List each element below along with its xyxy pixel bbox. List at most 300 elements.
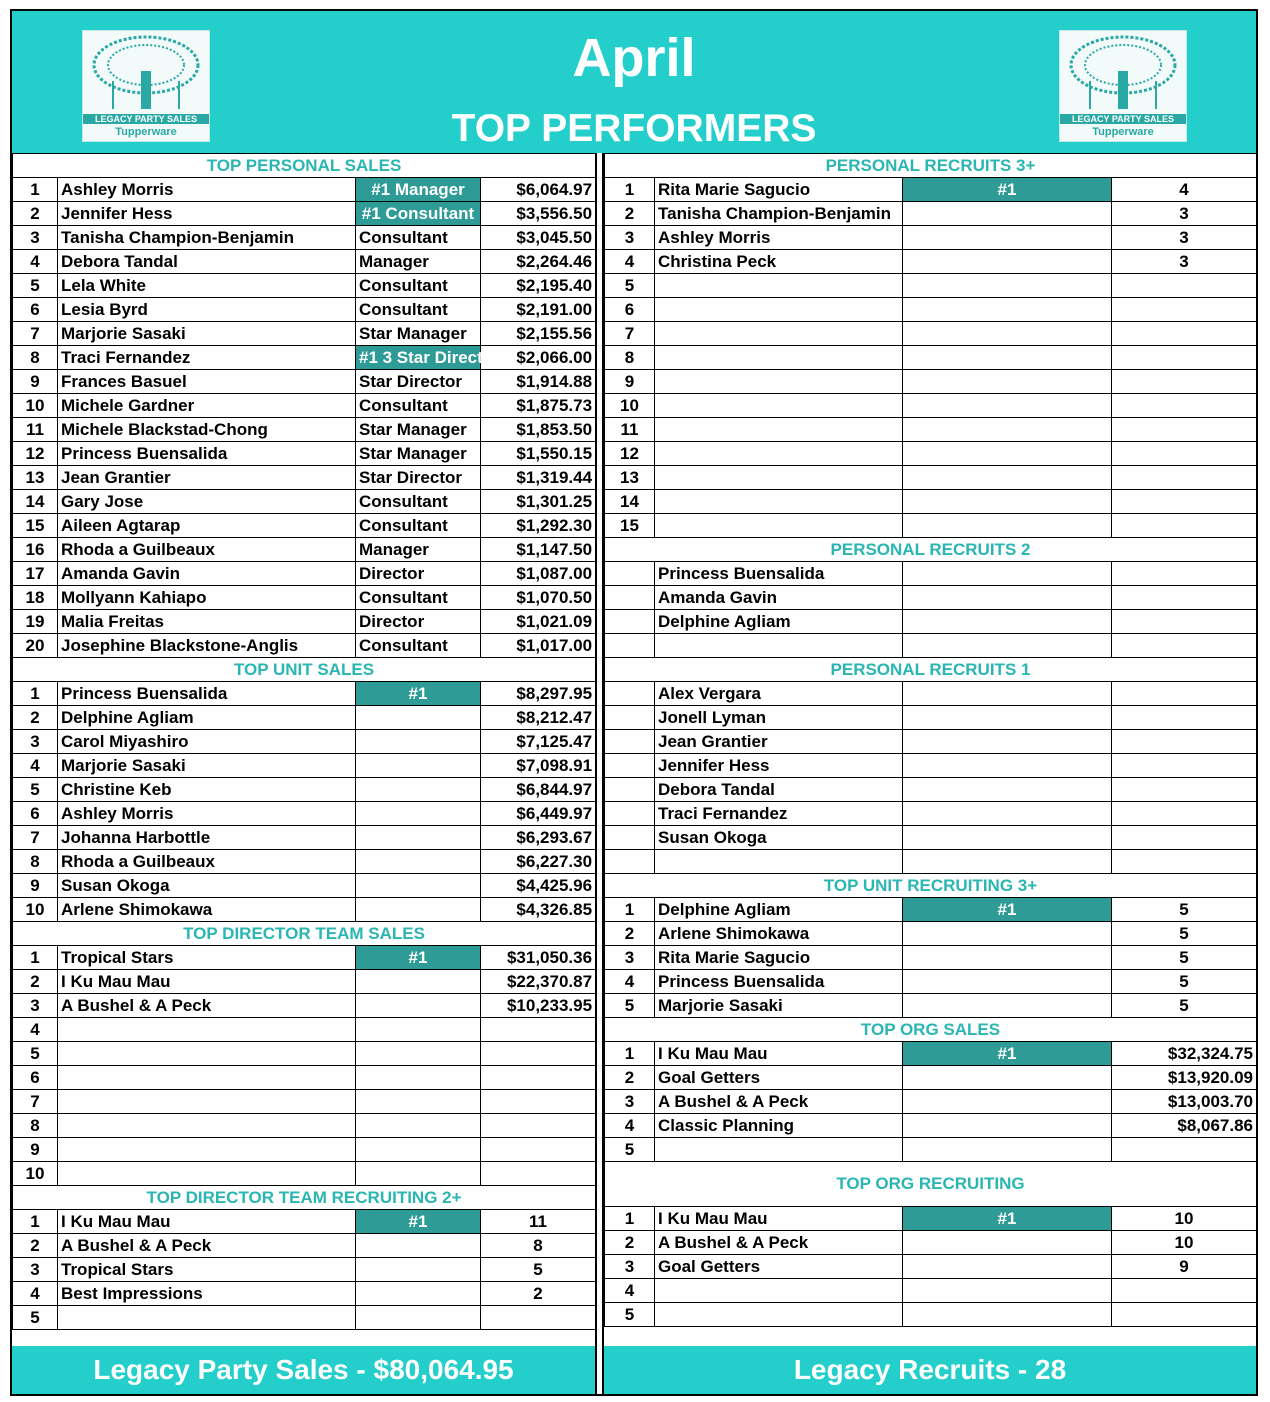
- unit-recruiting-count: 5: [1112, 946, 1257, 970]
- director-team-recruiting-row: [13, 1210, 596, 1234]
- top-director-team-sales-header-row: [13, 922, 596, 946]
- director-team-sales-name: [58, 1114, 356, 1138]
- director-team-sales-row: [13, 1066, 596, 1090]
- director-team-recruiting-name: A Bushel & A Peck: [58, 1234, 356, 1258]
- recruits-3-rank: 14: [605, 490, 655, 514]
- personal-sales-name: Debora Tandal: [58, 250, 356, 274]
- org-sales-row: [605, 1042, 1257, 1066]
- recruits-2-name: Princess Buensalida: [655, 562, 903, 586]
- unit-sales-badge: [356, 898, 481, 922]
- unit-sales-rank: 1: [13, 682, 58, 706]
- org-recruiting-row: [605, 1303, 1257, 1327]
- personal-sales-row: [13, 346, 596, 370]
- recruits-3-rank: 4: [605, 250, 655, 274]
- director-team-sales-row: [13, 1162, 596, 1186]
- director-team-sales-row: [13, 1138, 596, 1162]
- recruits-1-name: [655, 850, 903, 874]
- unit-sales-rank: 10: [13, 898, 58, 922]
- personal-sales-rank: 4: [13, 250, 58, 274]
- unit-recruiting-badge: #1: [903, 898, 1112, 922]
- page-title: TOP PERFORMERS: [451, 107, 817, 150]
- personal-sales-level: #1 3 Star Director: [356, 346, 481, 370]
- unit-sales-badge: [356, 706, 481, 730]
- director-team-sales-amount: [481, 1138, 596, 1162]
- director-team-sales-name: Tropical Stars: [58, 946, 356, 970]
- personal-recruits-3-title: PERSONAL RECRUITS 3+: [605, 154, 1257, 178]
- director-team-sales-rank: 7: [13, 1090, 58, 1114]
- org-sales-rank: 3: [605, 1090, 655, 1114]
- personal-sales-amount: $1,147.50: [481, 538, 596, 562]
- personal-sales-rank: 5: [13, 274, 58, 298]
- recruits-3-name: Christina Peck: [655, 250, 903, 274]
- personal-sales-level: Star Manager: [356, 418, 481, 442]
- recruits-1-badge: [903, 754, 1112, 778]
- unit-sales-amount: $6,449.97: [481, 802, 596, 826]
- unit-sales-badge: [356, 850, 481, 874]
- recruits-1-row: [605, 706, 1257, 730]
- director-team-recruiting-badge: [356, 1258, 481, 1282]
- personal-sales-rank: 19: [13, 610, 58, 634]
- unit-sales-amount: $6,844.97: [481, 778, 596, 802]
- recruits-2-badge: [903, 610, 1112, 634]
- recruits-3-name: [655, 442, 903, 466]
- recruits-3-count: [1112, 394, 1257, 418]
- org-sales-name: [655, 1138, 903, 1162]
- recruits-3-badge: [903, 322, 1112, 346]
- director-team-recruiting-count: 2: [481, 1282, 596, 1306]
- unit-sales-rank: 6: [13, 802, 58, 826]
- unit-sales-row: [13, 730, 596, 754]
- personal-sales-level: Manager: [356, 250, 481, 274]
- recruits-3-name: [655, 514, 903, 538]
- unit-sales-amount: $4,425.96: [481, 874, 596, 898]
- recruits-3-badge: [903, 250, 1112, 274]
- recruits-3-name: [655, 346, 903, 370]
- recruits-3-count: 3: [1112, 226, 1257, 250]
- recruits-3-row: [605, 322, 1257, 346]
- org-sales-amount: $13,003.70: [1112, 1090, 1257, 1114]
- recruits-1-badge: [903, 778, 1112, 802]
- director-team-recruiting-row: [13, 1234, 596, 1258]
- director-team-sales-rank: 3: [13, 994, 58, 1018]
- unit-sales-name: Susan Okoga: [58, 874, 356, 898]
- recruits-1-badge: [903, 730, 1112, 754]
- director-team-sales-name: [58, 1090, 356, 1114]
- logo-text-1: LEGACY PARTY SALES: [1060, 114, 1186, 124]
- unit-recruiting-name: Rita Marie Sagucio: [655, 946, 903, 970]
- recruits-1-row: [605, 754, 1257, 778]
- personal-sales-name: Princess Buensalida: [58, 442, 356, 466]
- personal-sales-rank: 7: [13, 322, 58, 346]
- org-sales-amount: $13,920.09: [1112, 1066, 1257, 1090]
- personal-sales-level: Consultant: [356, 274, 481, 298]
- personal-sales-row: [13, 202, 596, 226]
- recruits-1-rank: [605, 706, 655, 730]
- recruits-3-name: [655, 298, 903, 322]
- director-team-sales-badge: [356, 1114, 481, 1138]
- recruits-2-badge: [903, 562, 1112, 586]
- director-team-recruiting-count: 8: [481, 1234, 596, 1258]
- personal-sales-amount: $1,914.88: [481, 370, 596, 394]
- director-team-sales-amount: $31,050.36: [481, 946, 596, 970]
- recruits-3-row: [605, 370, 1257, 394]
- unit-sales-badge: [356, 778, 481, 802]
- personal-sales-name: Malia Freitas: [58, 610, 356, 634]
- recruits-2-badge: [903, 634, 1112, 658]
- recruits-3-rank: 13: [605, 466, 655, 490]
- org-recruiting-badge: [903, 1303, 1112, 1327]
- recruits-3-rank: 5: [605, 274, 655, 298]
- director-team-sales-name: [58, 1138, 356, 1162]
- personal-sales-name: Traci Fernandez: [58, 346, 356, 370]
- recruits-3-count: [1112, 418, 1257, 442]
- recruits-3-badge: [903, 418, 1112, 442]
- logo-right: [1059, 30, 1187, 142]
- unit-sales-name: Rhoda a Guilbeaux: [58, 850, 356, 874]
- recruits-1-count: [1112, 706, 1257, 730]
- recruits-1-name: Jennifer Hess: [655, 754, 903, 778]
- unit-sales-row: [13, 778, 596, 802]
- personal-sales-name: Lela White: [58, 274, 356, 298]
- recruits-3-count: [1112, 442, 1257, 466]
- recruits-3-row: [605, 250, 1257, 274]
- unit-sales-rank: 7: [13, 826, 58, 850]
- personal-recruits-1-header-row: [605, 658, 1257, 682]
- unit-sales-rank: 5: [13, 778, 58, 802]
- personal-sales-level: Star Manager: [356, 322, 481, 346]
- personal-sales-row: [13, 250, 596, 274]
- director-team-recruiting-count: [481, 1306, 596, 1330]
- top-org-sales-header-row: [605, 1018, 1257, 1042]
- left-table: [12, 153, 596, 1330]
- personal-sales-name: Tanisha Champion-Benjamin: [58, 226, 356, 250]
- org-sales-name: A Bushel & A Peck: [655, 1090, 903, 1114]
- top-org-recruiting-header-row: [605, 1162, 1257, 1207]
- recruits-1-rank: [605, 730, 655, 754]
- recruits-1-badge: [903, 850, 1112, 874]
- personal-sales-name: Frances Basuel: [58, 370, 356, 394]
- recruits-3-name: [655, 274, 903, 298]
- personal-sales-row: [13, 514, 596, 538]
- recruits-3-count: [1112, 274, 1257, 298]
- recruits-3-count: [1112, 490, 1257, 514]
- recruits-2-rank: [605, 634, 655, 658]
- org-recruiting-count: 10: [1112, 1231, 1257, 1255]
- org-recruiting-name: Goal Getters: [655, 1255, 903, 1279]
- org-sales-badge: [903, 1138, 1112, 1162]
- recruits-2-badge: [903, 586, 1112, 610]
- personal-sales-amount: $3,556.50: [481, 202, 596, 226]
- recruits-3-row: [605, 514, 1257, 538]
- director-team-sales-row: [13, 1114, 596, 1138]
- personal-sales-rank: 12: [13, 442, 58, 466]
- recruits-3-row: [605, 226, 1257, 250]
- tree-icon: [1060, 31, 1186, 115]
- org-sales-rank: 4: [605, 1114, 655, 1138]
- recruits-3-rank: 1: [605, 178, 655, 202]
- personal-sales-amount: $2,264.46: [481, 250, 596, 274]
- recruits-3-count: [1112, 298, 1257, 322]
- recruits-3-badge: [903, 514, 1112, 538]
- unit-sales-rank: 2: [13, 706, 58, 730]
- recruits-3-name: [655, 394, 903, 418]
- top-personal-sales-title: TOP PERSONAL SALES: [13, 154, 596, 178]
- unit-sales-amount: $7,125.47: [481, 730, 596, 754]
- recruits-3-badge: [903, 490, 1112, 514]
- top-director-team-sales-title: TOP DIRECTOR TEAM SALES: [13, 922, 596, 946]
- org-sales-name: Classic Planning: [655, 1114, 903, 1138]
- director-team-sales-badge: [356, 994, 481, 1018]
- director-team-sales-badge: [356, 1018, 481, 1042]
- recruits-3-badge: #1: [903, 178, 1112, 202]
- personal-sales-amount: $2,191.00: [481, 298, 596, 322]
- director-team-sales-name: [58, 1018, 356, 1042]
- personal-sales-rank: 1: [13, 178, 58, 202]
- unit-sales-amount: $8,297.95: [481, 682, 596, 706]
- recruits-1-name: Debora Tandal: [655, 778, 903, 802]
- month-title: April: [572, 28, 696, 88]
- unit-recruiting-name: Princess Buensalida: [655, 970, 903, 994]
- recruits-3-badge: [903, 298, 1112, 322]
- unit-recruiting-rank: 2: [605, 922, 655, 946]
- unit-sales-row: [13, 898, 596, 922]
- personal-sales-row: [13, 370, 596, 394]
- personal-sales-level: Consultant: [356, 490, 481, 514]
- director-team-recruiting-badge: #1: [356, 1210, 481, 1234]
- unit-sales-row: [13, 802, 596, 826]
- director-team-sales-amount: [481, 1042, 596, 1066]
- personal-sales-row: [13, 274, 596, 298]
- unit-sales-name: Christine Keb: [58, 778, 356, 802]
- personal-sales-rank: 6: [13, 298, 58, 322]
- recruits-1-badge: [903, 802, 1112, 826]
- unit-recruiting-row: [605, 994, 1257, 1018]
- unit-recruiting-name: Delphine Agliam: [655, 898, 903, 922]
- director-team-sales-rank: 6: [13, 1066, 58, 1090]
- recruits-3-badge: [903, 226, 1112, 250]
- org-recruiting-rank: 4: [605, 1279, 655, 1303]
- personal-sales-rank: 8: [13, 346, 58, 370]
- personal-sales-amount: $1,875.73: [481, 394, 596, 418]
- recruits-1-rank: [605, 850, 655, 874]
- org-recruiting-row: [605, 1207, 1257, 1231]
- unit-sales-row: [13, 682, 596, 706]
- personal-sales-level: Consultant: [356, 394, 481, 418]
- org-sales-name: Goal Getters: [655, 1066, 903, 1090]
- recruits-3-rank: 9: [605, 370, 655, 394]
- recruits-3-name: [655, 490, 903, 514]
- director-team-sales-amount: [481, 1066, 596, 1090]
- recruits-3-rank: 12: [605, 442, 655, 466]
- org-recruiting-count: 9: [1112, 1255, 1257, 1279]
- personal-sales-amount: $1,319.44: [481, 466, 596, 490]
- recruits-2-rank: [605, 610, 655, 634]
- personal-sales-rank: 13: [13, 466, 58, 490]
- recruits-1-name: Jonell Lyman: [655, 706, 903, 730]
- personal-sales-level: Manager: [356, 538, 481, 562]
- director-team-recruiting-rank: 2: [13, 1234, 58, 1258]
- left-panel: [12, 153, 595, 1330]
- personal-sales-level: Consultant: [356, 298, 481, 322]
- recruits-2-name: Delphine Agliam: [655, 610, 903, 634]
- director-team-sales-rank: 1: [13, 946, 58, 970]
- recruits-3-rank: 7: [605, 322, 655, 346]
- top-org-recruiting-title: TOP ORG RECRUITING: [605, 1162, 1257, 1207]
- personal-sales-name: Michele Gardner: [58, 394, 356, 418]
- personal-sales-row: [13, 322, 596, 346]
- personal-sales-row: [13, 394, 596, 418]
- recruits-3-row: [605, 442, 1257, 466]
- top-director-team-recruiting-header-row: [13, 1186, 596, 1210]
- unit-sales-rank: 8: [13, 850, 58, 874]
- director-team-sales-badge: [356, 970, 481, 994]
- unit-recruiting-badge: [903, 994, 1112, 1018]
- personal-recruits-2-title: PERSONAL RECRUITS 2: [605, 538, 1257, 562]
- director-team-recruiting-rank: 5: [13, 1306, 58, 1330]
- recruits-3-rank: 6: [605, 298, 655, 322]
- org-recruiting-badge: [903, 1255, 1112, 1279]
- unit-recruiting-row: [605, 946, 1257, 970]
- director-team-sales-badge: [356, 1066, 481, 1090]
- org-sales-name: I Ku Mau Mau: [655, 1042, 903, 1066]
- unit-recruiting-row: [605, 970, 1257, 994]
- recruits-3-rank: 2: [605, 202, 655, 226]
- director-team-sales-rank: 2: [13, 970, 58, 994]
- personal-sales-level: Director: [356, 562, 481, 586]
- recruits-3-badge: [903, 442, 1112, 466]
- recruits-3-row: [605, 490, 1257, 514]
- unit-sales-row: [13, 826, 596, 850]
- recruits-3-name: [655, 370, 903, 394]
- recruits-3-count: [1112, 370, 1257, 394]
- director-team-recruiting-rank: 1: [13, 1210, 58, 1234]
- recruits-2-row: [605, 562, 1257, 586]
- director-team-recruiting-badge: [356, 1306, 481, 1330]
- recruits-3-name: [655, 418, 903, 442]
- org-sales-badge: [903, 1090, 1112, 1114]
- personal-sales-name: Amanda Gavin: [58, 562, 356, 586]
- top-unit-recruiting-title: TOP UNIT RECRUITING 3+: [605, 874, 1257, 898]
- recruits-2-rank: [605, 562, 655, 586]
- org-sales-row: [605, 1066, 1257, 1090]
- recruits-1-rank: [605, 754, 655, 778]
- recruits-3-row: [605, 394, 1257, 418]
- right-table: [604, 153, 1257, 1327]
- unit-recruiting-count: 5: [1112, 898, 1257, 922]
- recruits-1-badge: [903, 682, 1112, 706]
- org-sales-row: [605, 1090, 1257, 1114]
- personal-sales-row: [13, 538, 596, 562]
- org-sales-amount: [1112, 1138, 1257, 1162]
- column-divider: [595, 153, 604, 1394]
- director-team-sales-badge: [356, 1162, 481, 1186]
- recruits-1-count: [1112, 850, 1257, 874]
- personal-recruits-1-title: PERSONAL RECRUITS 1: [605, 658, 1257, 682]
- unit-sales-name: Princess Buensalida: [58, 682, 356, 706]
- unit-sales-name: Arlene Shimokawa: [58, 898, 356, 922]
- director-team-recruiting-name: Best Impressions: [58, 1282, 356, 1306]
- personal-sales-row: [13, 562, 596, 586]
- director-team-recruiting-name: Tropical Stars: [58, 1258, 356, 1282]
- recruits-3-name: Tanisha Champion-Benjamin: [655, 202, 903, 226]
- unit-sales-name: Ashley Morris: [58, 802, 356, 826]
- recruits-3-row: [605, 178, 1257, 202]
- director-team-recruiting-count: 5: [481, 1258, 596, 1282]
- footer-party-sales: Legacy Party Sales - $80,064.95: [12, 1346, 595, 1394]
- recruits-1-row: [605, 826, 1257, 850]
- unit-sales-badge: #1: [356, 682, 481, 706]
- unit-recruiting-count: 5: [1112, 994, 1257, 1018]
- top-personal-sales-header-row: [13, 154, 596, 178]
- personal-sales-rank: 9: [13, 370, 58, 394]
- recruits-1-name: Alex Vergara: [655, 682, 903, 706]
- personal-sales-amount: $2,066.00: [481, 346, 596, 370]
- personal-sales-name: Aileen Agtarap: [58, 514, 356, 538]
- unit-sales-row: [13, 850, 596, 874]
- right-panel: [604, 153, 1256, 1327]
- org-recruiting-row: [605, 1255, 1257, 1279]
- unit-sales-name: Carol Miyashiro: [58, 730, 356, 754]
- org-recruiting-badge: #1: [903, 1207, 1112, 1231]
- org-sales-amount: $8,067.86: [1112, 1114, 1257, 1138]
- recruits-1-name: Susan Okoga: [655, 826, 903, 850]
- unit-sales-badge: [356, 754, 481, 778]
- org-sales-row: [605, 1138, 1257, 1162]
- unit-recruiting-rank: 3: [605, 946, 655, 970]
- personal-sales-row: [13, 490, 596, 514]
- personal-sales-name: Gary Jose: [58, 490, 356, 514]
- recruits-2-name: [655, 634, 903, 658]
- personal-sales-rank: 2: [13, 202, 58, 226]
- recruits-3-name: [655, 466, 903, 490]
- director-team-recruiting-row: [13, 1306, 596, 1330]
- personal-sales-level: Consultant: [356, 514, 481, 538]
- org-sales-amount: $32,324.75: [1112, 1042, 1257, 1066]
- director-team-sales-row: [13, 1018, 596, 1042]
- unit-sales-badge: [356, 826, 481, 850]
- personal-sales-row: [13, 226, 596, 250]
- recruits-3-count: [1112, 466, 1257, 490]
- unit-sales-row: [13, 874, 596, 898]
- personal-sales-amount: $6,064.97: [481, 178, 596, 202]
- recruits-3-rank: 11: [605, 418, 655, 442]
- recruits-1-name: Traci Fernandez: [655, 802, 903, 826]
- personal-recruits-3-header-row: [605, 154, 1257, 178]
- director-team-sales-rank: 4: [13, 1018, 58, 1042]
- org-recruiting-name: [655, 1303, 903, 1327]
- personal-sales-amount: $1,087.00: [481, 562, 596, 586]
- org-recruiting-rank: 5: [605, 1303, 655, 1327]
- recruits-3-rank: 10: [605, 394, 655, 418]
- director-team-sales-row: [13, 970, 596, 994]
- director-team-recruiting-name: I Ku Mau Mau: [58, 1210, 356, 1234]
- personal-sales-row: [13, 298, 596, 322]
- personal-sales-amount: $1,301.25: [481, 490, 596, 514]
- personal-sales-name: Jennifer Hess: [58, 202, 356, 226]
- top-unit-sales-header-row: [13, 658, 596, 682]
- recruits-1-rank: [605, 778, 655, 802]
- top-unit-recruiting-header-row: [605, 874, 1257, 898]
- unit-recruiting-rank: 5: [605, 994, 655, 1018]
- personal-sales-name: Michele Blackstad-Chong: [58, 418, 356, 442]
- recruits-1-name: Jean Grantier: [655, 730, 903, 754]
- personal-sales-amount: $1,070.50: [481, 586, 596, 610]
- recruits-1-rank: [605, 826, 655, 850]
- unit-sales-name: Marjorie Sasaki: [58, 754, 356, 778]
- unit-sales-rank: 4: [13, 754, 58, 778]
- recruits-2-row: [605, 610, 1257, 634]
- org-recruiting-count: 10: [1112, 1207, 1257, 1231]
